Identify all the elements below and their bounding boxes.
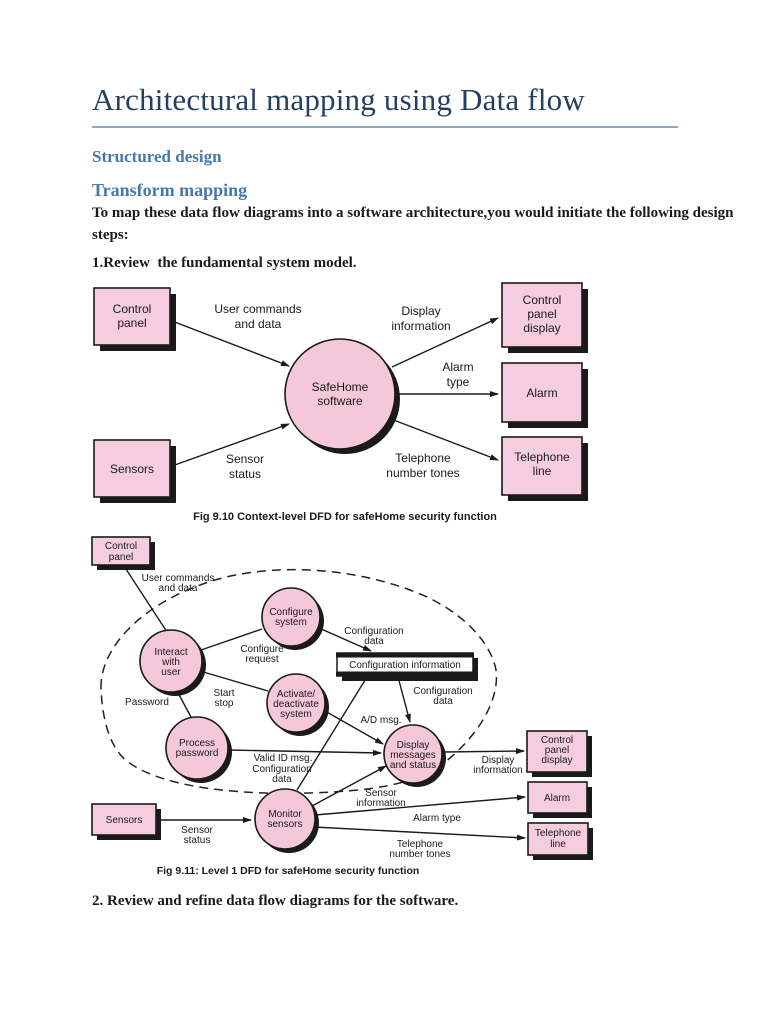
- d1-label-display-information: [391, 304, 450, 333]
- svg-text:Alarm: Alarm: [442, 360, 474, 374]
- d2-flow-display-information: [443, 751, 524, 752]
- d1-label-telephone-tones: [386, 451, 459, 480]
- svg-text:data: data: [364, 636, 384, 647]
- svg-text:data: data: [433, 696, 453, 707]
- d2-control-panel-box: [92, 537, 155, 570]
- svg-text:Configuration: Configuration: [413, 686, 473, 697]
- svg-text:type: type: [446, 375, 470, 389]
- svg-text:Alarm: Alarm: [543, 793, 571, 804]
- svg-text:Process: Process: [178, 738, 216, 749]
- svg-text:panel: panel: [544, 745, 570, 756]
- svg-text:status: status: [183, 835, 211, 846]
- d2-sensors-box: [92, 804, 161, 840]
- svg-text:stop: stop: [214, 698, 234, 709]
- figure-context-level-dfd: [94, 283, 588, 523]
- d2-label-sensor-information: [356, 788, 405, 809]
- heading-structured-design: Structured design: [92, 147, 222, 166]
- svg-text:Configuration information: Configuration information: [349, 660, 461, 671]
- d2-label-configure-request: [240, 644, 284, 665]
- d1-telephone-line-box: [502, 437, 588, 501]
- svg-text:Control: Control: [522, 293, 562, 307]
- svg-text:display: display: [541, 755, 573, 766]
- d1-label-sensor-status: [226, 452, 264, 481]
- d2-process-password-circle: [166, 717, 232, 783]
- d2-label-user-commands: [142, 573, 215, 594]
- svg-text:with: with: [162, 657, 180, 668]
- svg-text:Control: Control: [112, 302, 152, 316]
- d1-safehome-process-circle: [285, 339, 400, 454]
- page-title: Architectural mapping using Data flow: [92, 82, 585, 117]
- d1-alarm-box: [502, 363, 588, 428]
- step-1-text: 1.Review the fundamental system model.: [92, 255, 357, 271]
- svg-text:panel: panel: [527, 307, 557, 321]
- svg-text:request: request: [245, 654, 279, 665]
- svg-text:number tones: number tones: [386, 466, 460, 480]
- d2-label-config-data-right: [413, 686, 472, 707]
- svg-text:Configure: Configure: [240, 644, 284, 655]
- svg-text:Configuration: Configuration: [252, 764, 312, 775]
- d1-control-panel-box: [94, 288, 176, 351]
- svg-text:line: line: [532, 464, 552, 478]
- figure-level-1-dfd: [92, 537, 593, 877]
- svg-text:Control: Control: [104, 541, 138, 552]
- d2-label-display-information: [473, 755, 522, 776]
- d2-alarm-box: [528, 782, 592, 818]
- d2-control-panel-display-box: [527, 731, 592, 777]
- svg-text:and status: and status: [389, 760, 437, 771]
- svg-text:Alarm: Alarm: [526, 386, 558, 400]
- svg-text:Configuration: Configuration: [344, 626, 404, 637]
- svg-text:number tones: number tones: [389, 849, 451, 860]
- d2-label-password: Password: [125, 697, 169, 708]
- d1-sensors-box: [94, 440, 176, 503]
- fig-9-10-caption: Fig 9.10 Context-level DFD for safeHome security function: [193, 511, 497, 523]
- svg-text:Monitor: Monitor: [268, 809, 302, 820]
- d2-activate-circle: [267, 674, 329, 736]
- d2-configure-circle: [262, 588, 324, 650]
- svg-text:Configure: Configure: [269, 607, 313, 618]
- svg-text:Telephone: Telephone: [396, 839, 444, 850]
- svg-text:user: user: [161, 667, 181, 678]
- svg-text:software: software: [317, 394, 363, 408]
- d2-display-messages-circle: [384, 725, 446, 787]
- svg-text:panel: panel: [117, 316, 147, 330]
- svg-text:status: status: [228, 467, 262, 481]
- svg-text:Display: Display: [396, 740, 430, 751]
- svg-text:Sensors: Sensors: [109, 462, 155, 476]
- svg-text:panel: panel: [108, 552, 134, 563]
- svg-text:Telephone: Telephone: [395, 451, 451, 465]
- svg-text:display: display: [523, 321, 561, 335]
- svg-text:system: system: [275, 617, 307, 628]
- d1-control-panel-display-box: [502, 283, 588, 353]
- svg-text:Sensor: Sensor: [225, 452, 265, 466]
- step-2-text: 2. Review and refine data flow diagrams for the software.: [92, 893, 459, 909]
- svg-text:Sensor: Sensor: [365, 788, 397, 799]
- svg-text:messages: messages: [390, 750, 436, 761]
- fig-9-11-caption: Fig 9.11: Level 1 DFD for safeHome security function: [156, 865, 420, 877]
- svg-text:and data: and data: [234, 317, 282, 331]
- d2-label-alarm-type: Alarm type: [413, 813, 461, 824]
- svg-text:Sensors: Sensors: [105, 815, 143, 826]
- svg-text:User commands: User commands: [214, 302, 302, 316]
- svg-text:SafeHome: SafeHome: [311, 380, 369, 394]
- svg-text:Telephone: Telephone: [534, 828, 582, 839]
- svg-text:deactivate: deactivate: [273, 699, 319, 710]
- d2-telephone-line-box: [528, 823, 593, 860]
- svg-text:Start: Start: [213, 688, 235, 699]
- svg-text:Sensor: Sensor: [181, 825, 213, 836]
- d2-monitor-sensors-circle: [255, 789, 319, 853]
- svg-text:Display: Display: [481, 755, 515, 766]
- d2-label-ad-msg: A/D msg.: [360, 715, 402, 726]
- svg-text:User commands: User commands: [141, 573, 215, 584]
- svg-text:system: system: [280, 709, 312, 720]
- svg-text:Activate/: Activate/: [276, 689, 316, 700]
- svg-text:Control: Control: [540, 735, 574, 746]
- svg-text:password: password: [175, 748, 219, 759]
- d2-label-telephone-tones: [389, 839, 450, 860]
- svg-text:Valid ID msg.: Valid ID msg.: [253, 753, 313, 764]
- svg-text:and data: and data: [158, 583, 198, 594]
- svg-text:Interact: Interact: [154, 647, 188, 658]
- d2-flow-telephone-tones: [314, 827, 525, 838]
- d2-label-sensor-status: [181, 825, 213, 846]
- heading-transform-mapping: Transform mapping: [92, 180, 248, 200]
- svg-text:information: information: [473, 765, 523, 776]
- d1-label-user-commands: [214, 302, 301, 331]
- d2-configuration-information-store: [336, 653, 478, 681]
- d2-interact-circle: [140, 630, 206, 696]
- svg-text:information: information: [391, 319, 451, 333]
- d1-label-alarm-type: [442, 360, 473, 389]
- svg-text:information: information: [356, 798, 406, 809]
- d2-label-start-stop: [213, 688, 234, 709]
- intro-paragraph: To map these data flow diagrams into a software architecture,you would initiate the following design steps:: [92, 205, 738, 243]
- svg-text:line: line: [550, 839, 566, 850]
- svg-text:sensors: sensors: [267, 819, 303, 830]
- svg-text:data: data: [272, 774, 292, 785]
- svg-text:Display: Display: [401, 304, 441, 318]
- svg-text:Telephone: Telephone: [514, 450, 570, 464]
